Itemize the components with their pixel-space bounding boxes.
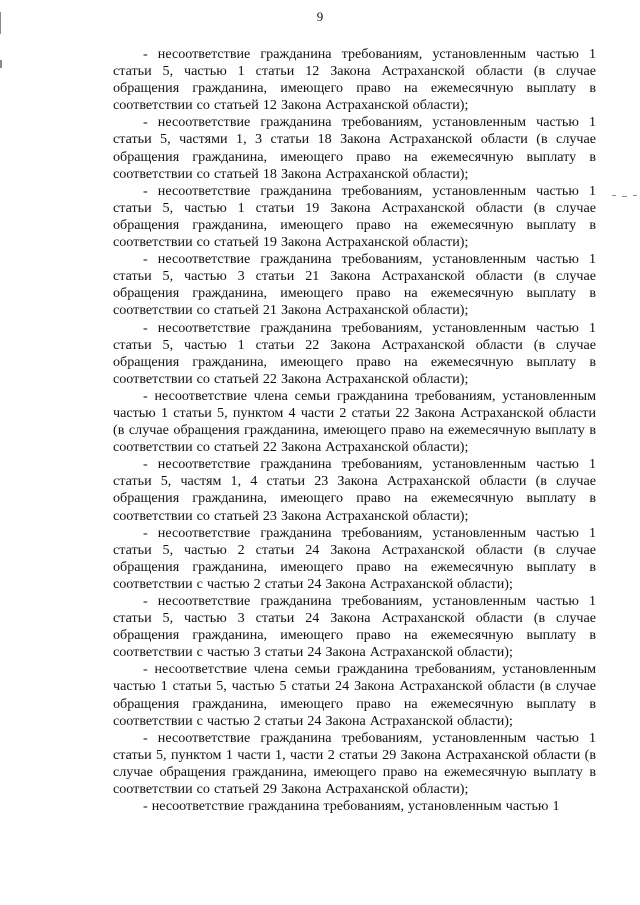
page-number: 9 [316,9,324,24]
paragraph: - несоответствие гражданина требованиям, установленным частью 1 статьи 5, пунктом 1 части 1, части 2 статьи 29 Закона Астраханской области (в случае обращения гражданина, имеющего право на ежемесячную выплату в соответствии со статьей 29 Закона Астраханской области); [113,729,596,798]
paragraph: - несоответствие члена семьи гражданина требованиям, установленным частью 1 статьи 5, частью 5 статьи 24 Закона Астраханской области (в случае обращения гражданина, имеющего право на ежемесячную выплату в соответствии с частью 2 статьи 24 Закона Астраханской области); [113,661,596,729]
paragraph: - несоответствие гражданина требованиям, установленным частью 1 статьи 5, частью 3 статьи 21 Закона Астраханской области (в случае обращения гражданина, имеющего право на ежемесячную выплату в соответствии со статьей 21 Закона Астраханской области); [113,251,596,319]
paragraph: - несоответствие гражданина требованиям, установленным частью 1 статьи 5, частям 1, 4 статьи 23 Закона Астраханской области (в случае обращения гражданина, имеющего право на ежемесячную выплату в соответствии со статьей 23 Закона Астраханской области); [113,456,596,524]
paragraph: - несоответствие гражданина требованиям, установленным частью 1 статьи 5, частью 3 статьи 24 Закона Астраханской области (в случае обращения гражданина, имеющего право на ежемесячную выплату в соответствии с частью 3 статьи 24 Закона Астраханской области); [113,593,596,661]
paragraph: - несоответствие гражданина требованиям, установленным частью 1 статьи 5, частью 1 статьи 22 Закона Астраханской области (в случае обращения гражданина, имеющего право на ежемесячную выплату в соответствии со статьей 22 Закона Астраханской области); [113,319,596,387]
paragraph: - несоответствие члена семьи гражданина требованиям, установленным частью 1 статьи 5, пунктом 4 части 2 статьи 22 Закона Астраханской области (в случае обращения гражданина, имеющего право на ежемесячную выплату в соответствии со статьей 22 Закона Астраханской области); [113,387,596,456]
scan-artifact [633,195,637,196]
paragraph: - несоответствие гражданина требованиям, установленным частью 1 статьи 5, частью 1 статьи 19 Закона Астраханской области (в случае обращения гражданина, имеющего право на ежемесячную выплату в соответствии со статьей 19 Закона Астраханской области); [113,182,596,251]
scan-artifact [612,195,616,196]
paragraph: - несоответствие гражданина требованиям, установленным частью 1 статьи 5, частью 2 статьи 24 Закона Астраханской области (в случае обращения гражданина, имеющего право на ежемесячную выплату в соответствии с частью 2 статьи 24 Закона Астраханской области); [113,524,596,592]
scan-artifact [622,196,627,197]
paragraph: - несоответствие гражданина требованиям, установленным частью 1 статьи 5, частями 1, 3 статьи 18 Закона Астраханской области (в случае обращения гражданина, имеющего право на ежемесячную выплату в соответствии со статьей 18 Закона Астраханской области); [113,114,596,182]
paragraph: - несоответствие гражданина требованиям, установленным частью 1 [143,798,560,815]
document-body [113,46,596,815]
scan-artifact [0,60,2,68]
paragraph: - несоответствие гражданина требованиям, установленным частью 1 статьи 5, частью 1 статьи 12 Закона Астраханской области (в случае обращения гражданина, имеющего право на ежемесячную выплату в соответствии со статьей 12 Закона Астраханской области); [113,46,596,114]
